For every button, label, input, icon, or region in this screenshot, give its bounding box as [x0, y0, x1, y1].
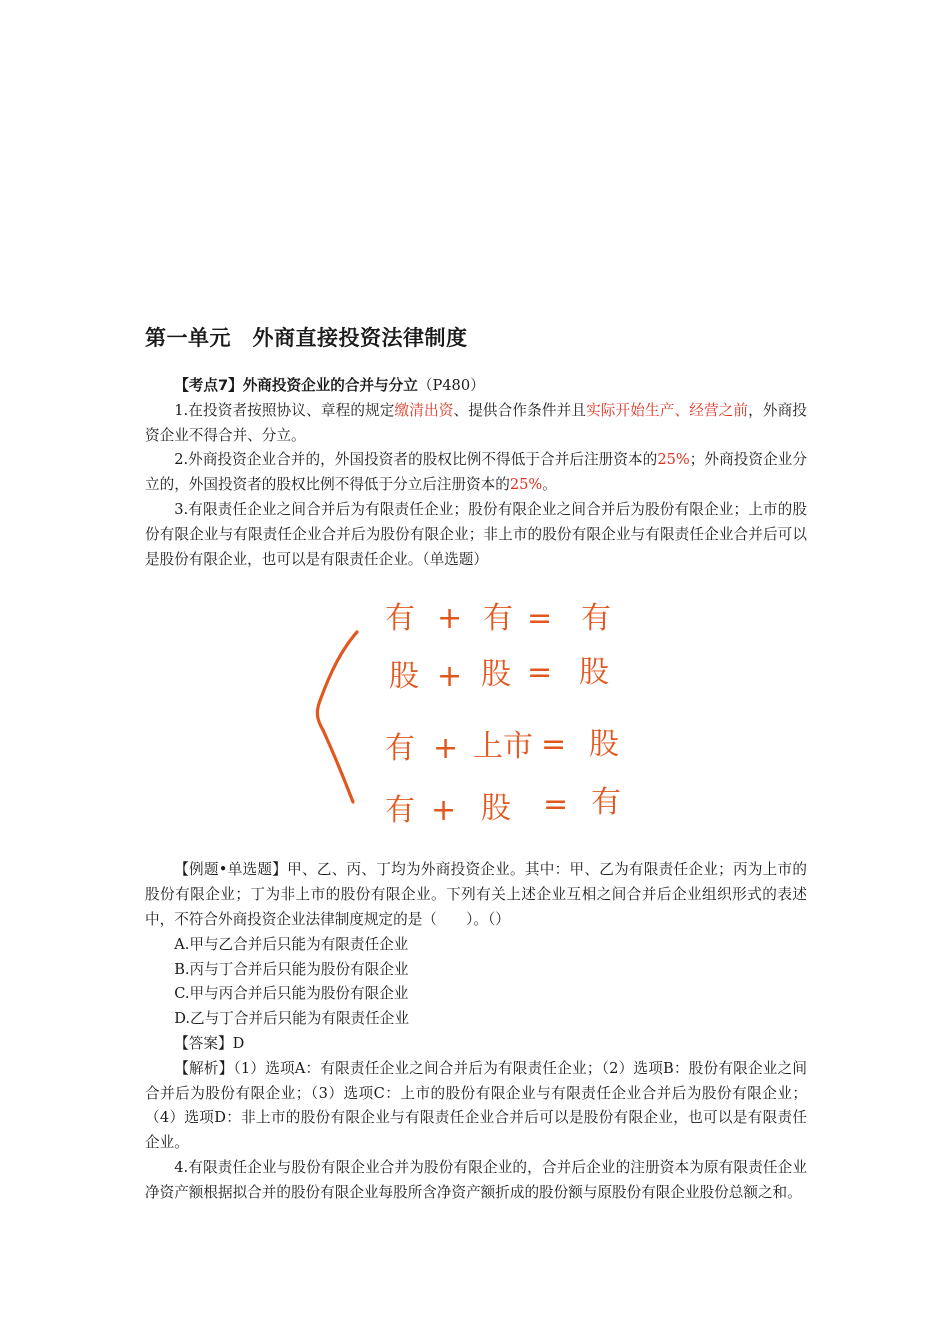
- hw-r1-eq: =: [527, 601, 553, 637]
- paragraph-1: [145, 399, 807, 449]
- p1-highlight-1: 缴清出资: [394, 401, 454, 419]
- paragraph-2: [145, 448, 807, 498]
- handwritten-brace: [317, 632, 357, 802]
- answer-label: 【答案】: [174, 1034, 233, 1052]
- paragraph-4: 4.有限责任企业与股份有限企业合并为股份有限企业的，合并后企业的注册资本为原有限责任企业净资产额根据拟合并的股份有限企业每股所含净资产额折成的股份额与原股份有限企业股份总额之和。: [145, 1158, 807, 1201]
- paragraph-3: 3.有限责任企业之间合并后为有限责任企业；股份有限企业之间合并后为股份有限企业；上市的股份有限企业与有限责任企业合并后为股份有限企业；非上市的股份有限企业与有限责任企业合并后可以是股份有限企业，也可以是有限责任企业。（单选题）: [145, 500, 807, 568]
- hw-r3-result: 股: [589, 727, 619, 763]
- hw-r2-plus: +: [437, 659, 463, 695]
- p2-text-c: 。: [542, 476, 557, 494]
- hw-row-3: [385, 727, 619, 766]
- analysis-text: （1）选项A：有限责任企业之间合并后为有限责任企业；（2）选项B：股份有限企业之间合并后为股份有限企业；（3）选项C：上市的股份有限企业与有限责任企业合并后为股份有限企业；（4）选项D：非上市的股份有限企业与有限责任企业合并后可以是股份有限企业，也可以是有限责任企业。: [145, 1059, 807, 1152]
- answer-value: D: [232, 1034, 245, 1052]
- hw-r1-result: 有: [581, 601, 611, 637]
- hw-r2-result: 股: [579, 655, 609, 691]
- hw-r4-right: 股: [481, 791, 511, 827]
- unit-title: 第一单元 外商直接投资法律制度: [145, 326, 468, 350]
- p2-highlight-2: 25%: [509, 476, 543, 494]
- hw-r2-left: 股: [389, 659, 419, 695]
- p1-text-a: 1.在投资者按照协议、章程的规定: [174, 401, 395, 419]
- point-heading-label: 【考点7】外商投资企业的合并与分立: [174, 377, 418, 394]
- p2-text-a: 2.外商投资企业合并的，外国投资者的股权比例不得低于合并后注册资本的: [174, 451, 658, 469]
- option-b: B.丙与丁合并后只能为股份有限企业: [174, 960, 409, 978]
- p2-highlight-1: 25%: [657, 451, 690, 469]
- analysis-label: 【解析】: [174, 1059, 234, 1077]
- hw-r2-eq: =: [527, 655, 553, 691]
- hw-r4-plus: +: [431, 793, 457, 829]
- p2-text-b: ；外商投资企业分立的，外国投资者的股权比例不得低于分立后注册资本的: [145, 451, 807, 494]
- hw-r1-left: 有: [385, 601, 415, 637]
- hw-r4-left: 有: [385, 793, 415, 829]
- hw-r3-eq: =: [541, 727, 567, 763]
- hw-r1-right: 有: [483, 601, 513, 637]
- hw-row-1: [385, 601, 611, 636]
- example-stem: 甲、乙、丙、丁均为外商投资企业。其中：甲、乙为有限责任企业；丙为上市的股份有限企业；丁为非上市的股份有限企业。下列有关上述企业互相之间合并后企业组织形式的表述中，不符合外商投资企业法律制度规定的是（ ）。（）: [145, 861, 808, 928]
- p1-text-c: ，外商投资企业不得合并、分立。: [145, 401, 807, 444]
- hw-row-4: [385, 785, 621, 828]
- answer: [145, 1032, 807, 1057]
- handwritten-merger-diagram: [145, 580, 807, 848]
- hw-r3-plus: +: [433, 731, 459, 767]
- analysis: [145, 1057, 807, 1156]
- hw-r3-left: 有: [385, 731, 415, 767]
- hw-r1-plus: +: [437, 601, 463, 637]
- example-question: [145, 858, 807, 932]
- option-a: A.甲与乙合并后只能为有限责任企业: [174, 935, 409, 953]
- option-d: D.乙与丁合并后只能为有限责任企业: [174, 1010, 409, 1028]
- hw-r4-result: 有: [591, 785, 621, 821]
- hw-row-2: [389, 655, 609, 694]
- hw-r4-eq: =: [543, 787, 569, 823]
- p1-highlight-2: 实际开始生产、经营之前: [586, 401, 749, 419]
- point-heading-ref: （P480）: [417, 377, 485, 394]
- hw-r2-right: 股: [481, 657, 511, 693]
- example-label: 【例题•单选题】: [174, 861, 288, 879]
- option-c: C.甲与丙合并后只能为股份有限企业: [174, 985, 409, 1003]
- p1-text-b: 、提供合作条件并且: [453, 401, 587, 419]
- point-heading: [145, 374, 807, 399]
- hw-r3-right: 上市: [473, 729, 533, 765]
- main-content: [145, 374, 807, 1206]
